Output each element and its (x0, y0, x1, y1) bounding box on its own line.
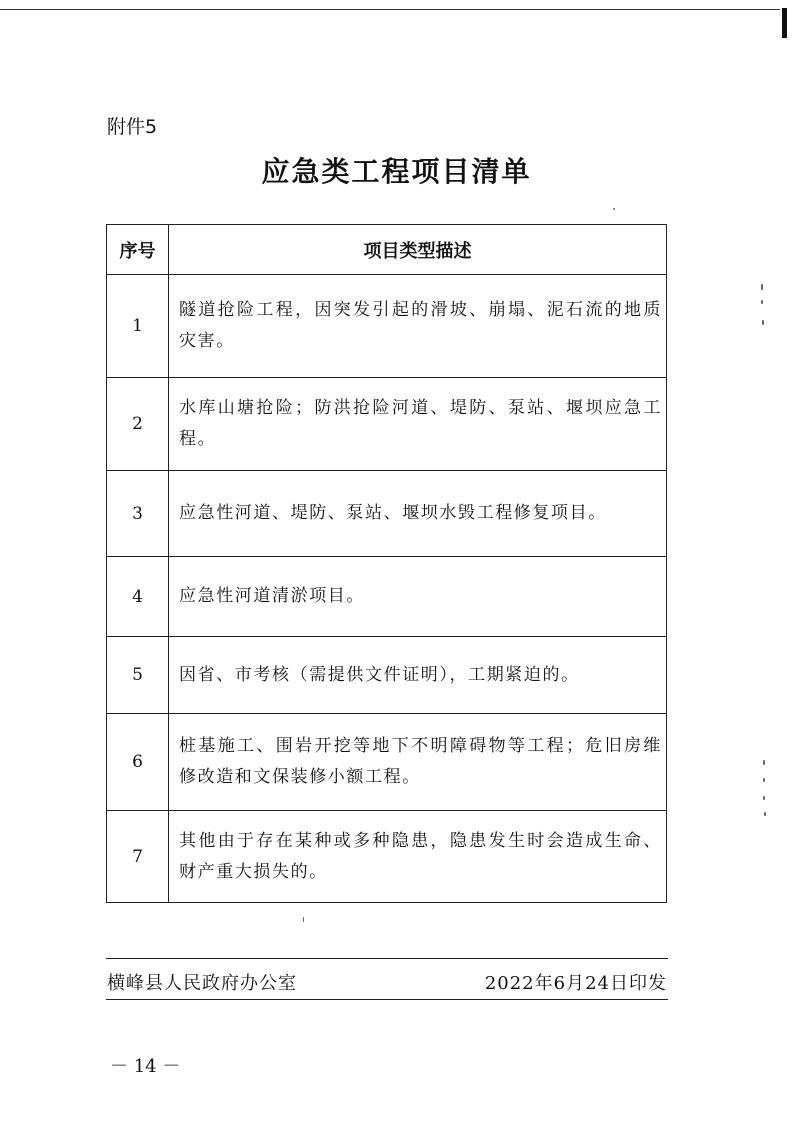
header-serial-number: 序号 (107, 225, 169, 275)
table-header-row (107, 225, 667, 275)
row-description: 应急性河道清淤项目。 (169, 557, 667, 637)
header-project-description: 项目类型描述 (169, 225, 667, 275)
table-row (107, 471, 667, 557)
row-description: 水库山塘抢险；防洪抢险河道、堤防、泵站、堰坝应急工程。 (169, 378, 667, 471)
scan-speck (762, 320, 764, 325)
row-number: 4 (107, 557, 169, 637)
scan-speck (761, 300, 763, 304)
scan-speck (763, 760, 765, 765)
row-description: 桩基施工、围岩开挖等地下不明障碍物等工程；危旧房维修改造和文保装修小额工程。 (169, 714, 667, 811)
print-date: 2022年6月24日印发 (484, 973, 667, 994)
row-number: 3 (107, 471, 169, 557)
table-row (107, 811, 667, 903)
scan-speck (303, 917, 304, 922)
row-description: 其他由于存在某种或多种隐患，隐患发生时会造成生命、财产重大损失的。 (169, 811, 667, 903)
page-number: － 14 － (110, 1056, 181, 1077)
footer-top-rule (106, 958, 668, 959)
row-number: 1 (107, 275, 169, 378)
scan-speck (613, 208, 615, 210)
scan-speck (764, 812, 766, 816)
table-row (107, 378, 667, 471)
top-rule (0, 9, 780, 10)
footer-bottom-rule (106, 999, 668, 1000)
row-description: 因省、市考核（需提供文件证明），工期紧迫的。 (169, 637, 667, 714)
project-table (106, 224, 667, 903)
row-description: 隧道抢险工程，因突发引起的滑坡、崩塌、泥石流的地质灾害。 (169, 275, 667, 378)
row-number: 5 (107, 637, 169, 714)
table-row (107, 714, 667, 811)
attachment-label: 附件5 (107, 116, 158, 138)
row-number: 6 (107, 714, 169, 811)
issuer: 横峰县人民政府办公室 (107, 973, 297, 994)
table-row (107, 557, 667, 637)
document-title: 应急类工程项目清单 (261, 155, 532, 188)
table-row (107, 637, 667, 714)
scan-speck (763, 778, 765, 782)
scan-edge-mark (782, 8, 787, 38)
row-number: 7 (107, 811, 169, 903)
table-row (107, 275, 667, 378)
scan-speck (763, 796, 765, 800)
row-number: 2 (107, 378, 169, 471)
row-description: 应急性河道、堤防、泵站、堰坝水毁工程修复项目。 (169, 471, 667, 557)
scan-speck (761, 284, 763, 290)
